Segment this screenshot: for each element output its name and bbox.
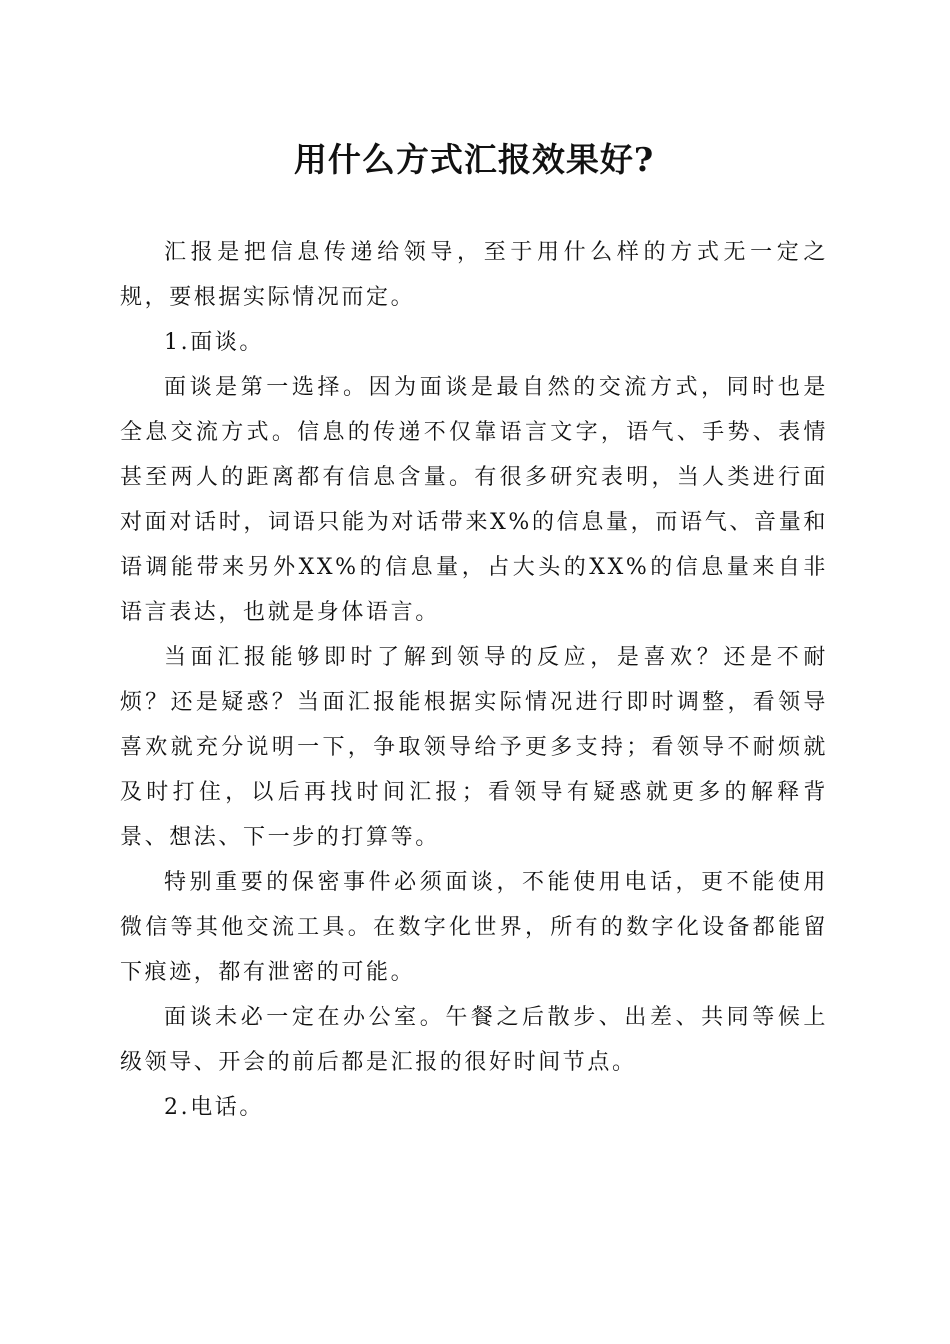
heading-phone: 2.电话。: [164, 1095, 264, 1120]
heading-face-to-face: 1.面谈。: [164, 330, 264, 355]
paragraph-confidential: 特别重要的保密事件必须面谈，不能使用电话，更不能使用微信等其他交流工具。在数字化世界，所有的数字化设备都能留下痕迹，都有泄密的可能。: [120, 870, 828, 985]
document-title: 用什么方式汇报效果好?: [293, 140, 655, 179]
document-body: [120, 230, 828, 1130]
paragraph-face-to-face-first-choice: 面谈是第一选择。因为面谈是最自然的交流方式，同时也是全息交流方式。信息的传递不仅靠语言文字，语气、手势、表情甚至两人的距离都有信息含量。有很多研究表明，当人类进行面对面对话时，词语只能为对话带来X%的信息量，而语气、音量和语调能带来另外XX%的信息量，占大头的XX%的信息量来自非语言表达，也就是身体语言。: [120, 375, 828, 625]
paragraph-intro: 汇报是把信息传递给领导，至于用什么样的方式无一定之规，要根据实际情况而定。: [120, 240, 828, 310]
paragraph-not-only-office: 面谈未必一定在办公室。午餐之后散步、出差、共同等候上级领导、开会的前后都是汇报的很好时间节点。: [120, 1005, 828, 1075]
paragraph-face-to-face-reaction: 当面汇报能够即时了解到领导的反应，是喜欢？还是不耐烦？还是疑惑？当面汇报能根据实际情况进行即时调整，看领导喜欢就充分说明一下，争取领导给予更多支持；看领导不耐烦就及时打住，以后再找时间汇报；看领导有疑惑就更多的解释背景、想法、下一步的打算等。: [120, 645, 828, 850]
